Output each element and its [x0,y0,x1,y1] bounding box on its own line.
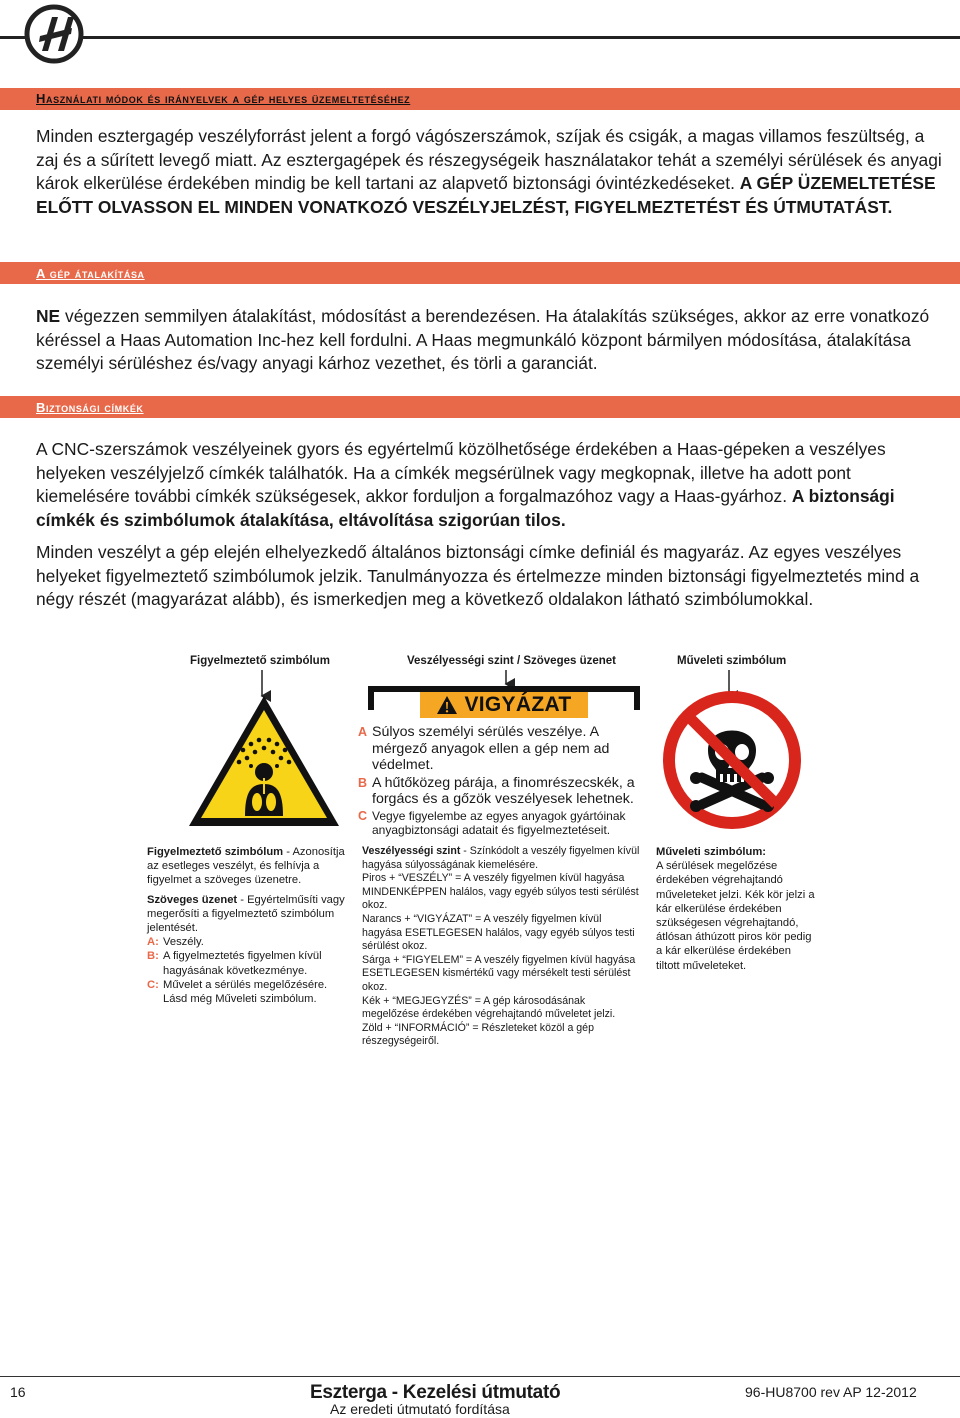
paragraph: Minden veszélyt a gép elején elhelyezkedő általános biztonsági címke definiál és magyaráz. Az egyes veszélyes helyeket figyelmeztető szimbólumok jelzik. Tanulmányozza és értelmezze minden biztonsági figyelmeztetés mind a négy részét (magyarázat alább), és ismerkedjen meg a következő oldalakon látható szimbólumokkal. [36,542,920,609]
section-title: A gép átalakítása [36,266,145,281]
legend-warning-symbol: Figyelmeztető szimbólum - Azonosítja az esetleges veszélyt, és felhívja a figyelmet a szöveges üzenetre. Szöveges üzenet - Egyértelműsíti vagy megerősíti a figyelmeztető szimbólum jelentését. A: Veszély. B: A figyelmeztetés figyelmen kívül hagyásának következménye. C: Művelet a sérülés megelőzésére. Lásd még Műveleti szimbólum. [147,846,345,1006]
footer-subtitle: Az eredeti útmutató fordítása [330,1401,510,1417]
section-title: Használati módok és irányelvek a gép helyes üzemeltetéséhez [36,91,411,106]
legend-hazard-level: Veszélyességi szint - Színkódolt a veszély figyelmen kívül hagyása súlyosságának kiemelésére. Piros + “VESZÉLY” = A veszély figyelmen kívül hagyása MINDENKÉPPEN halálos, vagy egyéb súlyos testi sérülést okoz. Narancs + “VIGYÁZAT” = A veszély figyelmen kívül hagyása ESETLEGESEN halálos, vagy egyéb súlyos testi sérülést okoz. Sárga + “FIGYELEM” = A veszély figyelmen kívül hagyása ESETLEGESEN kismértékű vagy mérsékelt testi sérülést okoz. Kék + “MEGJEGYZÉS” = A gép károsodásának megelőzése érdekében végrehajtandó műveletet jelzi. Zöld + “INFORMÁCIÓ” = Részleteket közöl a gép részegységeiről. [362,845,640,1048]
section-band [0,396,960,418]
page-number: 16 [10,1384,26,1400]
section-title: Biztonsági címkék [36,400,144,415]
vigyazat-header [420,692,588,718]
paragraph: NE végezzen semmilyen átalakítást, módosítást a berendezésen. Ha átalakítás szükséges, akkor az erre vonatkozó kéréssel a Haas Automation Inc-hez kell fordulni. A Haas megmunkáló központ bármilyen módosítása, átalakítása személyi sérüléshez és/vagy anyagi kárhoz vezethet, és törli a garanciát. [36,306,930,373]
footer-title: Eszterga - Kezelési útmutató [310,1382,561,1403]
toxic-fumes-warning-icon [185,692,343,830]
haas-logo-icon [22,4,86,64]
paragraph: A CNC-szerszámok veszélyeinek gyors és egyértelmű közölhetősége érdekében a Haas-gépeken a veszélyes helyeken veszélyjelző címkék találhatók. Ha a címkék megsérülnek vagy megkopnak, illetve ha adott pont kiemelésére további címkék szükségesek, akkor forduljon a forgalmazóhoz vagy a Haas-gyárhoz. A biztonsági címkék és szimbólumok átalakítása, eltávolítása szigorúan tilos. [36,439,895,530]
hazard-item-c: C Vegye figyelembe az egyes anyagok gyártóinak anyagbiztonsági adatait és figyelmeztetéseit. [358,808,626,837]
prohibited-poison-icon [662,690,802,830]
header-rule [0,36,960,39]
caption-action-symbol: Műveleti szimbólum [677,655,787,667]
frame-edge [368,686,374,710]
frame-edge [634,686,640,710]
paragraph: Minden esztergagép veszélyforrást jelent a forgó vágószerszámok, szíjak és csigák, a magas villamos feszültség, a zaj és a sűrített levegő miatt. Az esztergagépek és részegységeik használatakor tehát a személyi sérülések és anyagi károk elkerülése érdekében mindig be kell tartani az alapvető biztonsági óvintézkedéseket. A GÉP ÜZEMELTETÉSE ELŐTT OLVASSON EL MINDEN VONATKOZÓ VESZÉLYJELZÉST, FIGYELMEZTETÉST ÉS ÚTMUTATÁST. [36,126,942,217]
hazard-item-b: B A hűtőközeg párája, a finomrészecskék, a forgács és a gőzök veszélyesek lehetnek. [358,774,635,807]
vigyazat-word: VIGYÁZAT [464,693,572,716]
caption-warning-symbol: Figyelmeztető szimbólum [190,655,330,667]
document-code: 96-HU8700 rev AP 12-2012 [745,1384,917,1400]
warning-triangle-icon [436,695,458,715]
hazard-message [358,724,648,838]
footer-rule [0,1376,960,1377]
hazard-item-a: A Súlyos személyi sérülés veszélye. A mérgező anyagok ellen a gép nem ad védelmet. [358,724,610,773]
legend-action-symbol: Műveleti szimbólum: A sérülések megelőzése érdekében végrehajtandó műveleteket jelzi. Kék kör jelzi a kár elkerülése érdekében szükségesen végrehajtandó, átlósan áthúzott piros kör pedig a kár elkerülése érdekében tiltott műveleteket. [656,846,815,972]
caption-hazard-level: Veszélyességi szint / Szöveges üzenet [407,655,617,667]
